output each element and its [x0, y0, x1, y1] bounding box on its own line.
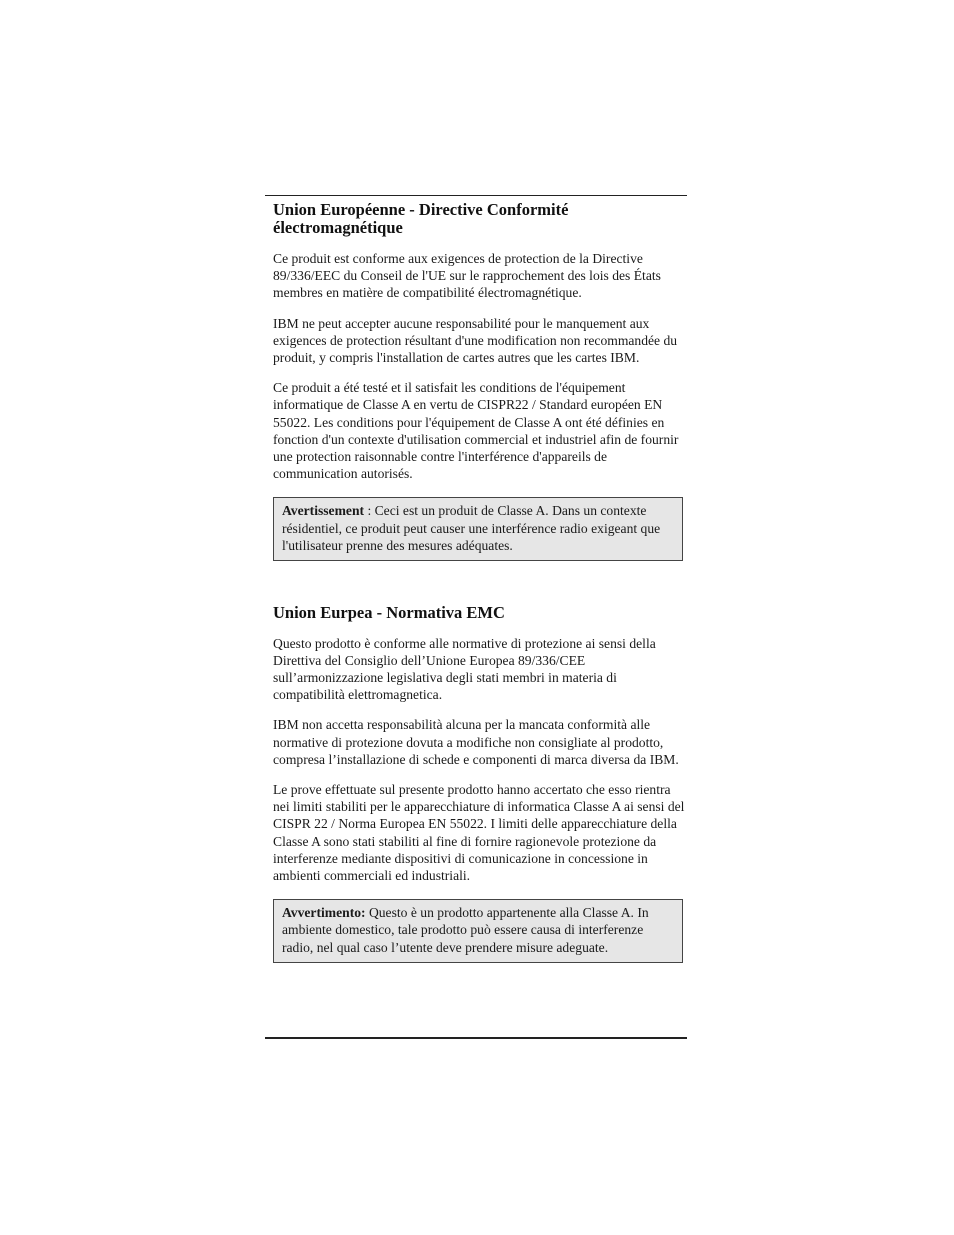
warning-box-it: [273, 899, 683, 963]
paragraph-fr-3: Ce produit a été testé et il satisfait les conditions de l'équipement informatique de Classe A en vertu de CISPR22 / Standard européen EN 55022. Les conditions pour l'équipement de Classe A ont été définies en fonction d'un contexte d'utilisation commercial et industriel afin de fournir une protection raisonnable contre l'interférence d'appareils de communication autorisés.: [273, 380, 679, 482]
section-title-fr: Union Européenne - Directive Conformité électromagnétique: [273, 200, 569, 237]
warning-text-fr: : Ceci est un produit de Classe A. Dans un contexte résidentiel, ce produit peut causer une interférence radio exigeant que l'utilisateur prenne des mesures adéquates.: [282, 503, 661, 553]
warning-paragraph-it: [282, 904, 674, 956]
warning-paragraph-fr: [282, 502, 674, 554]
paragraph-fr-1: Ce produit est conforme aux exigences de protection de la Directive 89/336/EEC du Conseil de l'UE sur le rapprochement des lois des États membres en matière de compatibilité électromagnétique.: [273, 251, 661, 301]
section-title-it: Union Eurpea - Normativa EMC: [273, 603, 505, 623]
paragraph-it-2: IBM non accetta responsabilità alcuna per la mancata conformità alle normative di protezione dovuta a modifiche non consigliate al prodotto, compresa l’installazione di schede e componenti di marca diversa da IBM.: [273, 717, 679, 767]
top-rule: [265, 195, 687, 196]
warning-box-fr: [273, 497, 683, 561]
warning-label-it: Avvertimento:: [282, 905, 366, 921]
paragraph-it-3: Le prove effettuate sul presente prodotto hanno accertato che esso rientra nei limiti stabiliti per le apparecchiature di informatica Classe A ai sensi del CISPR 22 / Norma Europea EN 55022. I limiti delle apparecchiature della Classe A sono stati stabiliti al fine di fornire ragionevole protezione da interferenze mediante dispositivi di comunicazione in concessione in ambienti commerciali ed industriali.: [273, 781, 685, 883]
section-italian-emc: [273, 604, 685, 963]
warning-text-it: Questo è un prodotto appartenente alla Classe A. In ambiente domestico, tale prodotto può essere causa di interferenze radio, nel qual caso l’utente deve prendere misure adeguate.: [282, 905, 649, 955]
section-french-emc: [273, 201, 685, 561]
warning-label-fr: Avertissement: [282, 503, 365, 519]
paragraph-fr-2: IBM ne peut accepter aucune responsabilité pour le manquement aux exigences de protection résultant d'une modification non recommandée du produit, y compris l'installation de cartes autres que les cartes IBM.: [273, 315, 678, 366]
paragraph-it-1: Questo prodotto è conforme alle normative di protezione ai sensi della Direttiva del Consiglio dell’Unione Europea 89/336/CEE sull’armonizzazione legislativa degli stati membri in materia di compatibilità elettromagnetica.: [273, 635, 656, 703]
bottom-rule: [265, 1037, 687, 1039]
page-content: [273, 201, 685, 963]
